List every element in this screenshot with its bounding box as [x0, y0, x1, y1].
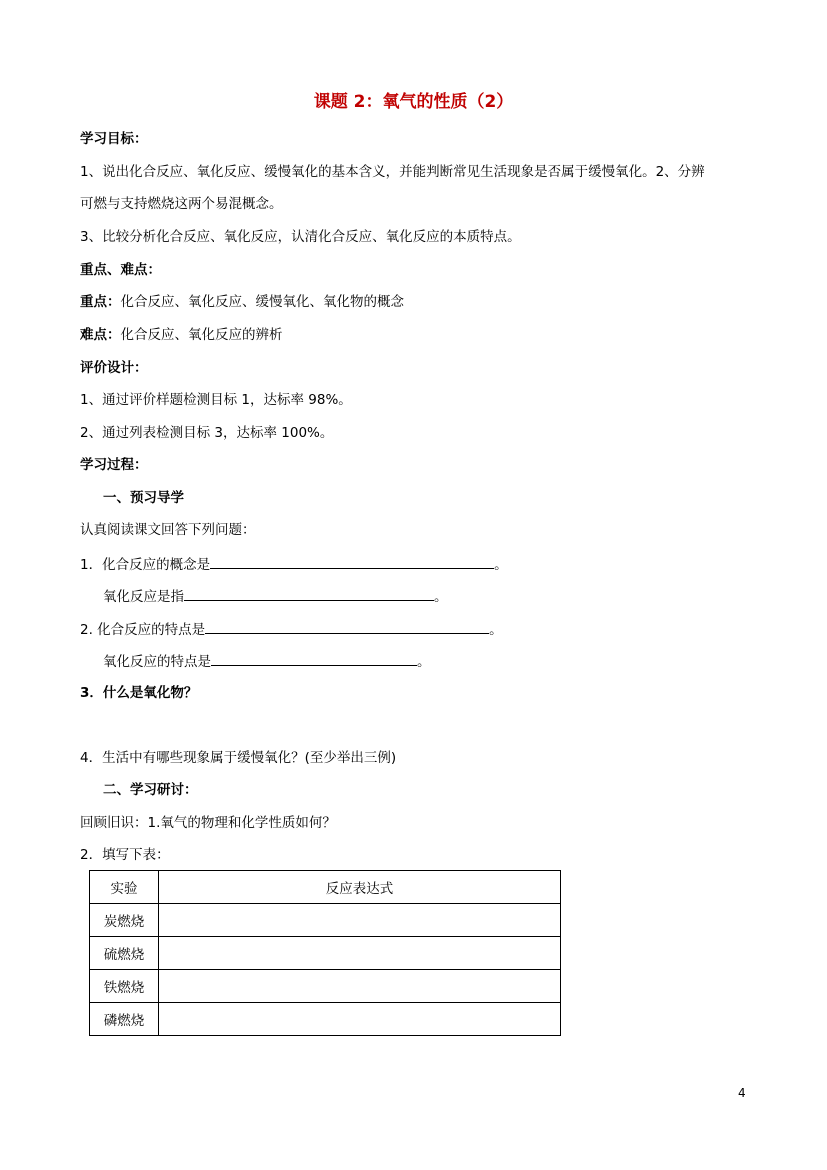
question-4: 4．生活中有哪些现象属于缓慢氧化？(至少举出三例)	[80, 750, 397, 766]
header-experiment: 实验	[90, 871, 159, 904]
period: 。	[489, 622, 503, 638]
answer-blank-2a[interactable]	[205, 619, 489, 634]
evaluation-heading: 评价设计：	[80, 360, 148, 376]
review-text: 回顾旧识：1.氧气的物理和化学性质如何？	[80, 815, 336, 831]
fill-table-instruction: 2．填写下表：	[80, 847, 170, 863]
expression-cell[interactable]	[159, 1003, 561, 1036]
question-2a-text: 2. 化合反应的特点是	[80, 622, 206, 638]
objective-line-3: 3、比较分析化合反应、氧化反应，认清化合反应、氧化反应的本质特点。	[80, 229, 521, 245]
question-1a-text: 1．化合反应的概念是	[80, 557, 211, 573]
page-number: 4	[738, 1086, 746, 1100]
expression-cell[interactable]	[159, 904, 561, 937]
evaluation-line-1: 1、通过评价样题检测目标 1，达标率 98%。	[80, 392, 352, 408]
question-1b	[103, 586, 448, 606]
difficulty-line	[80, 326, 283, 344]
answer-blank-2b[interactable]	[211, 651, 417, 666]
difficulty-text: 化合反应、氧化反应的辨析	[120, 327, 283, 343]
experiment-cell: 炭燃烧	[90, 904, 159, 937]
table-row	[90, 904, 561, 937]
key-points-heading: 重点、难点：	[80, 262, 161, 278]
section-2-heading: 二、学习研讨：	[103, 782, 198, 798]
period: 。	[494, 557, 508, 573]
question-2a	[80, 619, 503, 639]
experiment-cell: 硫燃烧	[90, 937, 159, 970]
objectives-heading: 学习目标：	[80, 131, 148, 147]
question-1a	[80, 554, 508, 574]
key-text: 化合反应、氧化反应、缓慢氧化、氧化物的概念	[120, 294, 404, 310]
section-1-heading: 一、预习导学	[103, 490, 184, 506]
question-2b	[103, 651, 431, 671]
question-3: 3．什么是氧化物？	[80, 685, 198, 701]
intro-text: 认真阅读课文回答下列问题：	[80, 522, 256, 538]
experiment-cell: 铁燃烧	[90, 970, 159, 1003]
key-point-line	[80, 293, 404, 311]
expression-cell[interactable]	[159, 937, 561, 970]
expression-cell[interactable]	[159, 970, 561, 1003]
process-heading: 学习过程：	[80, 457, 148, 473]
evaluation-line-2: 2、通过列表检测目标 3，达标率 100%。	[80, 425, 334, 441]
page-title: 课题 2：氧气的性质（2）	[313, 92, 514, 112]
period: 。	[417, 654, 431, 670]
objective-line-1: 1、说出化合反应、氧化反应、缓慢氧化的基本含义，并能判断常见生活现象是否属于缓慢氧化。2、分辨	[80, 164, 705, 180]
reaction-table	[89, 870, 561, 1036]
table-row	[90, 970, 561, 1003]
objective-line-2: 可燃与支持燃烧这两个易混概念。	[80, 196, 283, 212]
experiment-cell: 磷燃烧	[90, 1003, 159, 1036]
answer-blank-1b[interactable]	[184, 586, 434, 601]
key-label: 重点：	[80, 294, 121, 310]
header-expression: 反应表达式	[159, 871, 561, 904]
table-header-row	[90, 871, 561, 904]
difficulty-label: 难点：	[80, 327, 121, 343]
period: 。	[434, 589, 448, 605]
question-2b-text: 氧化反应的特点是	[103, 654, 211, 670]
question-1b-text: 氧化反应是指	[103, 589, 184, 605]
table-row	[90, 1003, 561, 1036]
table-row	[90, 937, 561, 970]
answer-blank-1a[interactable]	[210, 554, 494, 569]
